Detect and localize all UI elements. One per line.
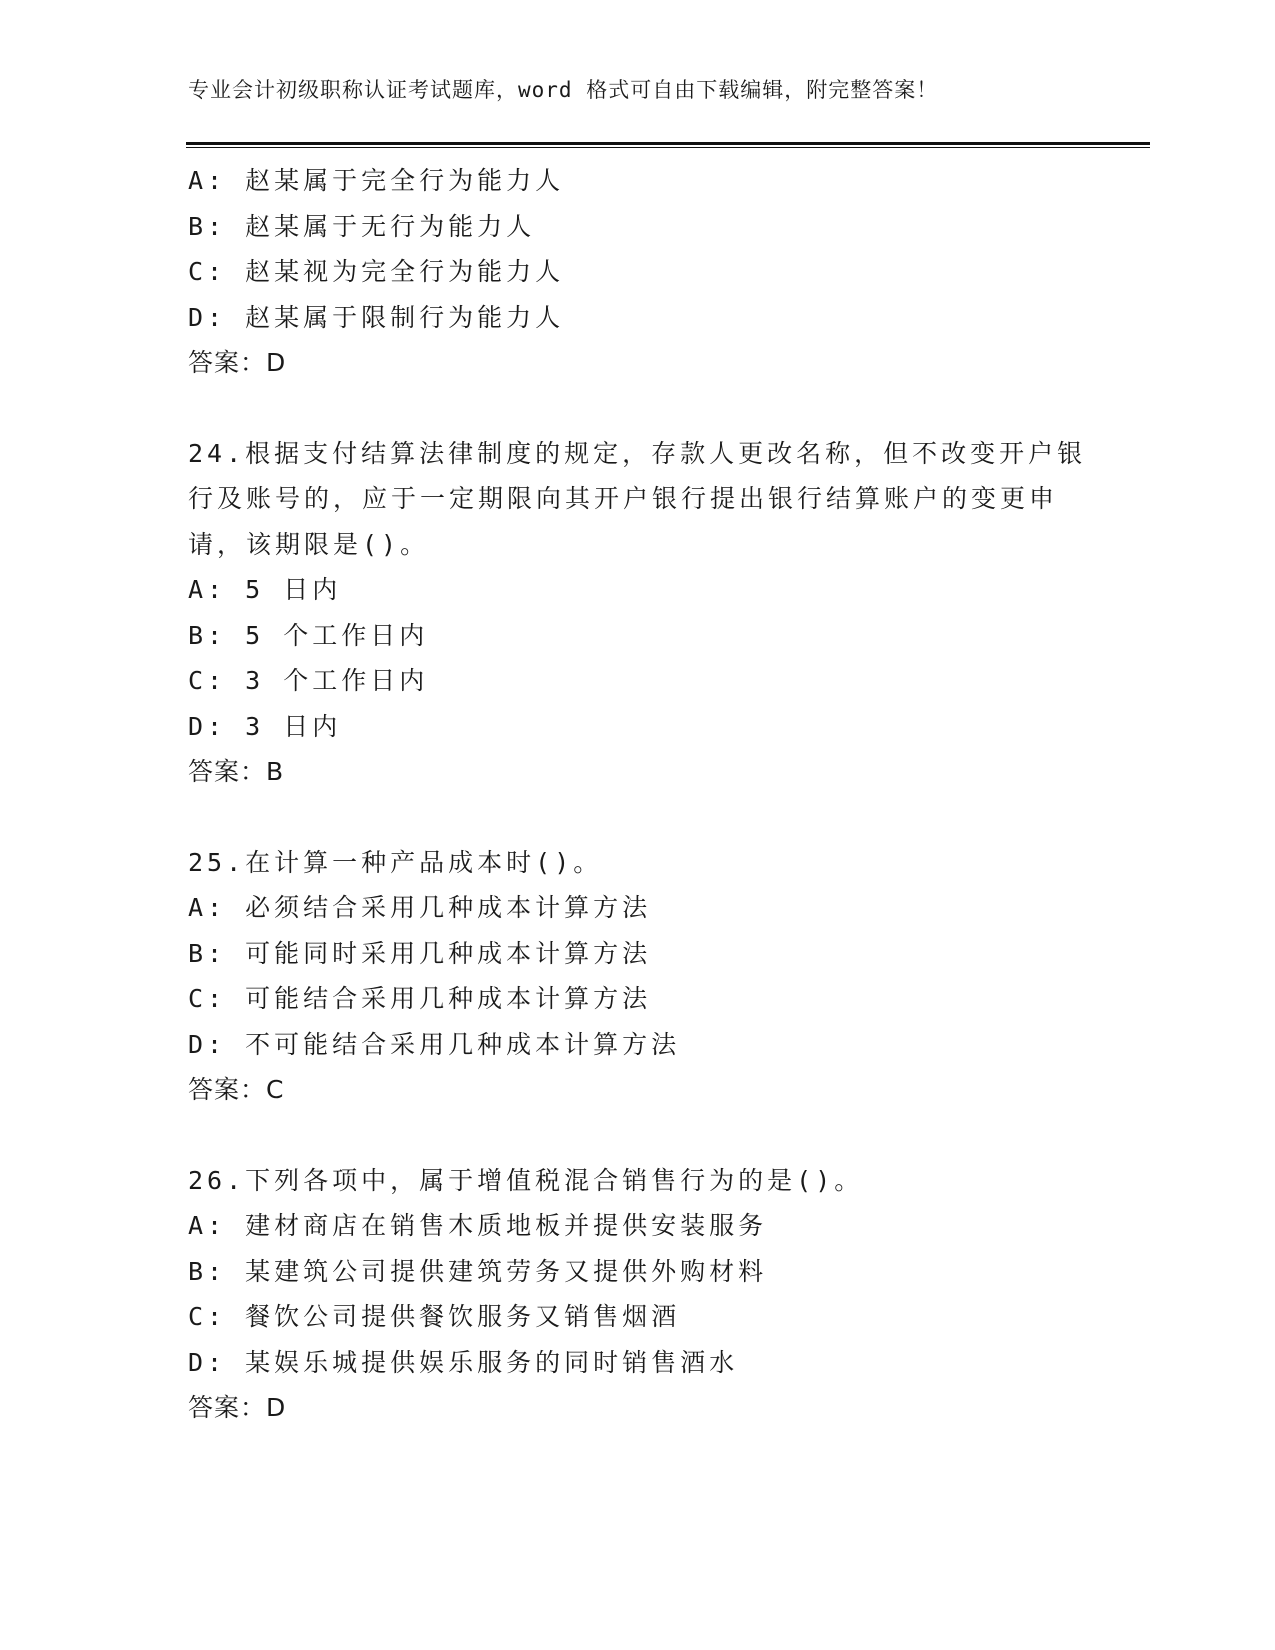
- option-c: C: 赵某视为完全行为能力人: [188, 257, 565, 286]
- option-d: D: 不可能结合采用几种成本计算方法: [188, 1029, 681, 1059]
- question-24: [188, 431, 1088, 795]
- option-a: A: 必须结合采用几种成本计算方法: [188, 893, 652, 922]
- spacer: [188, 1113, 1088, 1158]
- question-stem: 26.下列各项中，属于增值税混合销售行为的是()。: [188, 1165, 864, 1195]
- spacer: [188, 795, 1088, 840]
- answer: 答案：D: [188, 1393, 287, 1422]
- spacer: [188, 386, 1088, 431]
- option-a: A: 赵某属于完全行为能力人: [188, 166, 565, 195]
- question-list: [188, 158, 1088, 1431]
- option-a: A: 5 日内: [188, 575, 342, 604]
- header-divider-thick: [186, 142, 1150, 145]
- stem-line: 行及账号的，应于一定期限向其开户银行提出银行结算账户的变更申: [188, 484, 1059, 513]
- option-d: D: 赵某属于限制行为能力人: [188, 302, 565, 332]
- option-b: B: 5 个工作日内: [188, 620, 429, 650]
- stem-line: 24.根据支付结算法律制度的规定，存款人更改名称，但不改变开户银: [188, 438, 1087, 468]
- question-stem: 25.在计算一种产品成本时()。: [188, 847, 603, 877]
- answer: 答案：D: [188, 348, 287, 377]
- stem-line: 请，该期限是()。: [188, 529, 430, 559]
- option-c: C: 可能结合采用几种成本计算方法: [188, 984, 652, 1013]
- option-d: D: 3 日内: [188, 711, 342, 741]
- option-d: D: 某娱乐城提供娱乐服务的同时销售酒水: [188, 1347, 739, 1377]
- option-b: B: 某建筑公司提供建筑劳务又提供外购材料: [188, 1256, 768, 1286]
- answer: 答案：C: [188, 1075, 285, 1104]
- question-stem: [188, 431, 1088, 568]
- header-divider: [186, 142, 1150, 148]
- option-c: C: 餐饮公司提供餐饮服务又销售烟酒: [188, 1302, 681, 1331]
- question-23: [188, 158, 1088, 386]
- option-a: A: 建材商店在销售木质地板并提供安装服务: [188, 1211, 768, 1240]
- option-b: B: 赵某属于无行为能力人: [188, 211, 536, 241]
- question-26: [188, 1158, 1088, 1431]
- option-c: C: 3 个工作日内: [188, 666, 429, 695]
- answer: 答案：B: [188, 757, 285, 786]
- page-header: 专业会计初级职称认证考试题库，word 格式可自由下载编辑，附完整答案！: [188, 78, 939, 102]
- option-b: B: 可能同时采用几种成本计算方法: [188, 938, 652, 968]
- question-25: [188, 840, 1088, 1113]
- header-divider-thin: [186, 147, 1150, 148]
